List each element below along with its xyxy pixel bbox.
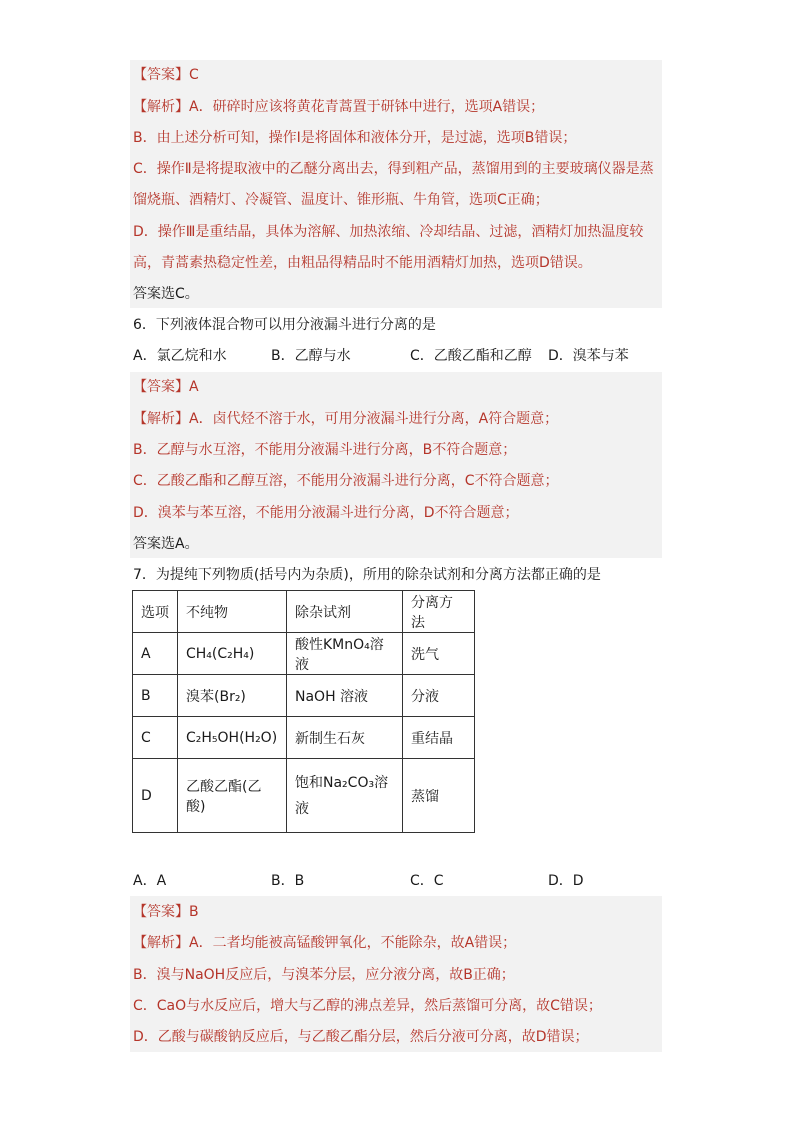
option-b: B．B bbox=[271, 873, 305, 889]
option-c: C．C bbox=[410, 873, 444, 889]
conclusion-line: 答案选A。 bbox=[133, 536, 199, 552]
option-d: D．溴苯与苯 bbox=[548, 348, 629, 364]
analysis-line: C．乙酸乙酯和乙醇互溶，不能用分液漏斗进行分离，C不符合题意； bbox=[133, 473, 559, 489]
table-cell: 蒸馏 bbox=[403, 759, 475, 833]
table-cell: B bbox=[133, 675, 178, 717]
option-c: C．乙酸乙酯和乙醇 bbox=[410, 348, 532, 364]
answer-value: B bbox=[189, 904, 199, 920]
analysis-label: 【解析】 bbox=[133, 935, 189, 951]
table-cell: 新制生石灰 bbox=[287, 717, 403, 759]
analysis-label: 【解析】 bbox=[133, 411, 189, 427]
analysis-line: C．CaO与水反应后，增大与乙醇的沸点差异，然后蒸馏可分离，故C错误； bbox=[133, 998, 602, 1014]
table-cell: 分液 bbox=[403, 675, 475, 717]
conclusion-line: 答案选C。 bbox=[133, 286, 199, 302]
table-cell: D bbox=[133, 759, 178, 833]
answer-line bbox=[133, 65, 199, 85]
option-d: D．D bbox=[548, 873, 584, 889]
analysis-line: D．乙酸与碳酸钠反应后，与乙酸乙酯分层，然后分液可分离，故D错误； bbox=[133, 1029, 589, 1045]
analysis-line: D．溴苯与苯互溶，不能用分液漏斗进行分离，D不符合题意； bbox=[133, 505, 519, 521]
question-stem: 7．为提纯下列物质(括号内为杂质)，所用的除杂试剂和分离方法都正确的是 bbox=[133, 567, 601, 583]
table-cell: A bbox=[133, 633, 178, 675]
table-cell: 酸性KMnO₄溶液 bbox=[287, 633, 403, 675]
table-header-row bbox=[133, 591, 475, 633]
answer-label: 【答案】 bbox=[133, 67, 189, 83]
table-cell: 重结晶 bbox=[403, 717, 475, 759]
analysis-line: D．操作Ⅲ是重结晶，具体为溶解、加热浓缩、冷却结晶、过滤，酒精灯加热温度较 bbox=[133, 224, 644, 240]
analysis-line: B．由上述分析可知，操作Ⅰ是将固体和液体分开，是过滤，选项B错误； bbox=[133, 130, 577, 146]
table-cell: 饱和Na₂CO₃溶液 bbox=[287, 759, 403, 833]
option-b: B．乙醇与水 bbox=[271, 348, 351, 364]
analysis-text: A．二者均能被高锰酸钾氧化，不能除杂，故A错误； bbox=[189, 935, 517, 951]
analysis-line bbox=[133, 97, 544, 117]
analysis-line: 馏烧瓶、酒精灯、冷凝管、温度计、锥形瓶、牛角管，选项C正确； bbox=[133, 192, 549, 208]
answer-line bbox=[133, 377, 199, 397]
answer-line bbox=[133, 902, 199, 922]
analysis-line: B．溴与NaOH反应后，与溴苯分层，应分液分离，故B正确； bbox=[133, 967, 515, 983]
table-cell: 乙酸乙酯(乙酸) bbox=[178, 759, 287, 833]
question-stem: 6．下列液体混合物可以用分液漏斗进行分离的是 bbox=[133, 317, 436, 333]
table-row bbox=[133, 633, 475, 675]
table-header: 除杂试剂 bbox=[287, 591, 403, 633]
analysis-line: 高，青蒿素热稳定性差，由粗品得精品时不能用酒精灯加热，选项D错误。 bbox=[133, 255, 592, 271]
analysis-line: B．乙醇与水互溶，不能用分液漏斗进行分离，B不符合题意； bbox=[133, 442, 517, 458]
answer-value: C bbox=[189, 67, 199, 83]
analysis-text: A．研碎时应该将黄花青蒿置于研钵中进行，选项A错误； bbox=[189, 99, 545, 115]
table-row bbox=[133, 759, 475, 833]
table-row bbox=[133, 675, 475, 717]
option-a: A．氯乙烷和水 bbox=[133, 348, 227, 364]
analysis-text: A．卤代烃不溶于水，可用分液漏斗进行分离，A符合题意； bbox=[189, 411, 559, 427]
analysis-line: C．操作Ⅱ是将提取液中的乙醚分离出去，得到粗产品，蒸馏用到的主要玻璃仪器是蒸 bbox=[133, 161, 654, 177]
table-cell: 洗气 bbox=[403, 633, 475, 675]
analysis-label: 【解析】 bbox=[133, 99, 189, 115]
table-row bbox=[133, 717, 475, 759]
table-header: 分离方法 bbox=[403, 591, 475, 633]
purification-table bbox=[132, 590, 475, 833]
table-cell: NaOH 溶液 bbox=[287, 675, 403, 717]
answer-label: 【答案】 bbox=[133, 379, 189, 395]
table-header: 选项 bbox=[133, 591, 178, 633]
answer-value: A bbox=[189, 379, 199, 395]
table-cell: C bbox=[133, 717, 178, 759]
analysis-line bbox=[133, 409, 558, 429]
table-cell: 溴苯(Br₂) bbox=[178, 675, 287, 717]
table-cell: CH₄(C₂H₄) bbox=[178, 633, 287, 675]
answer-label: 【答案】 bbox=[133, 904, 189, 920]
analysis-line bbox=[133, 933, 516, 953]
table-header: 不纯物 bbox=[178, 591, 287, 633]
answer-box-q6 bbox=[130, 372, 662, 558]
option-a: A．A bbox=[133, 873, 167, 889]
table-cell: C₂H₅OH(H₂O) bbox=[178, 717, 287, 759]
